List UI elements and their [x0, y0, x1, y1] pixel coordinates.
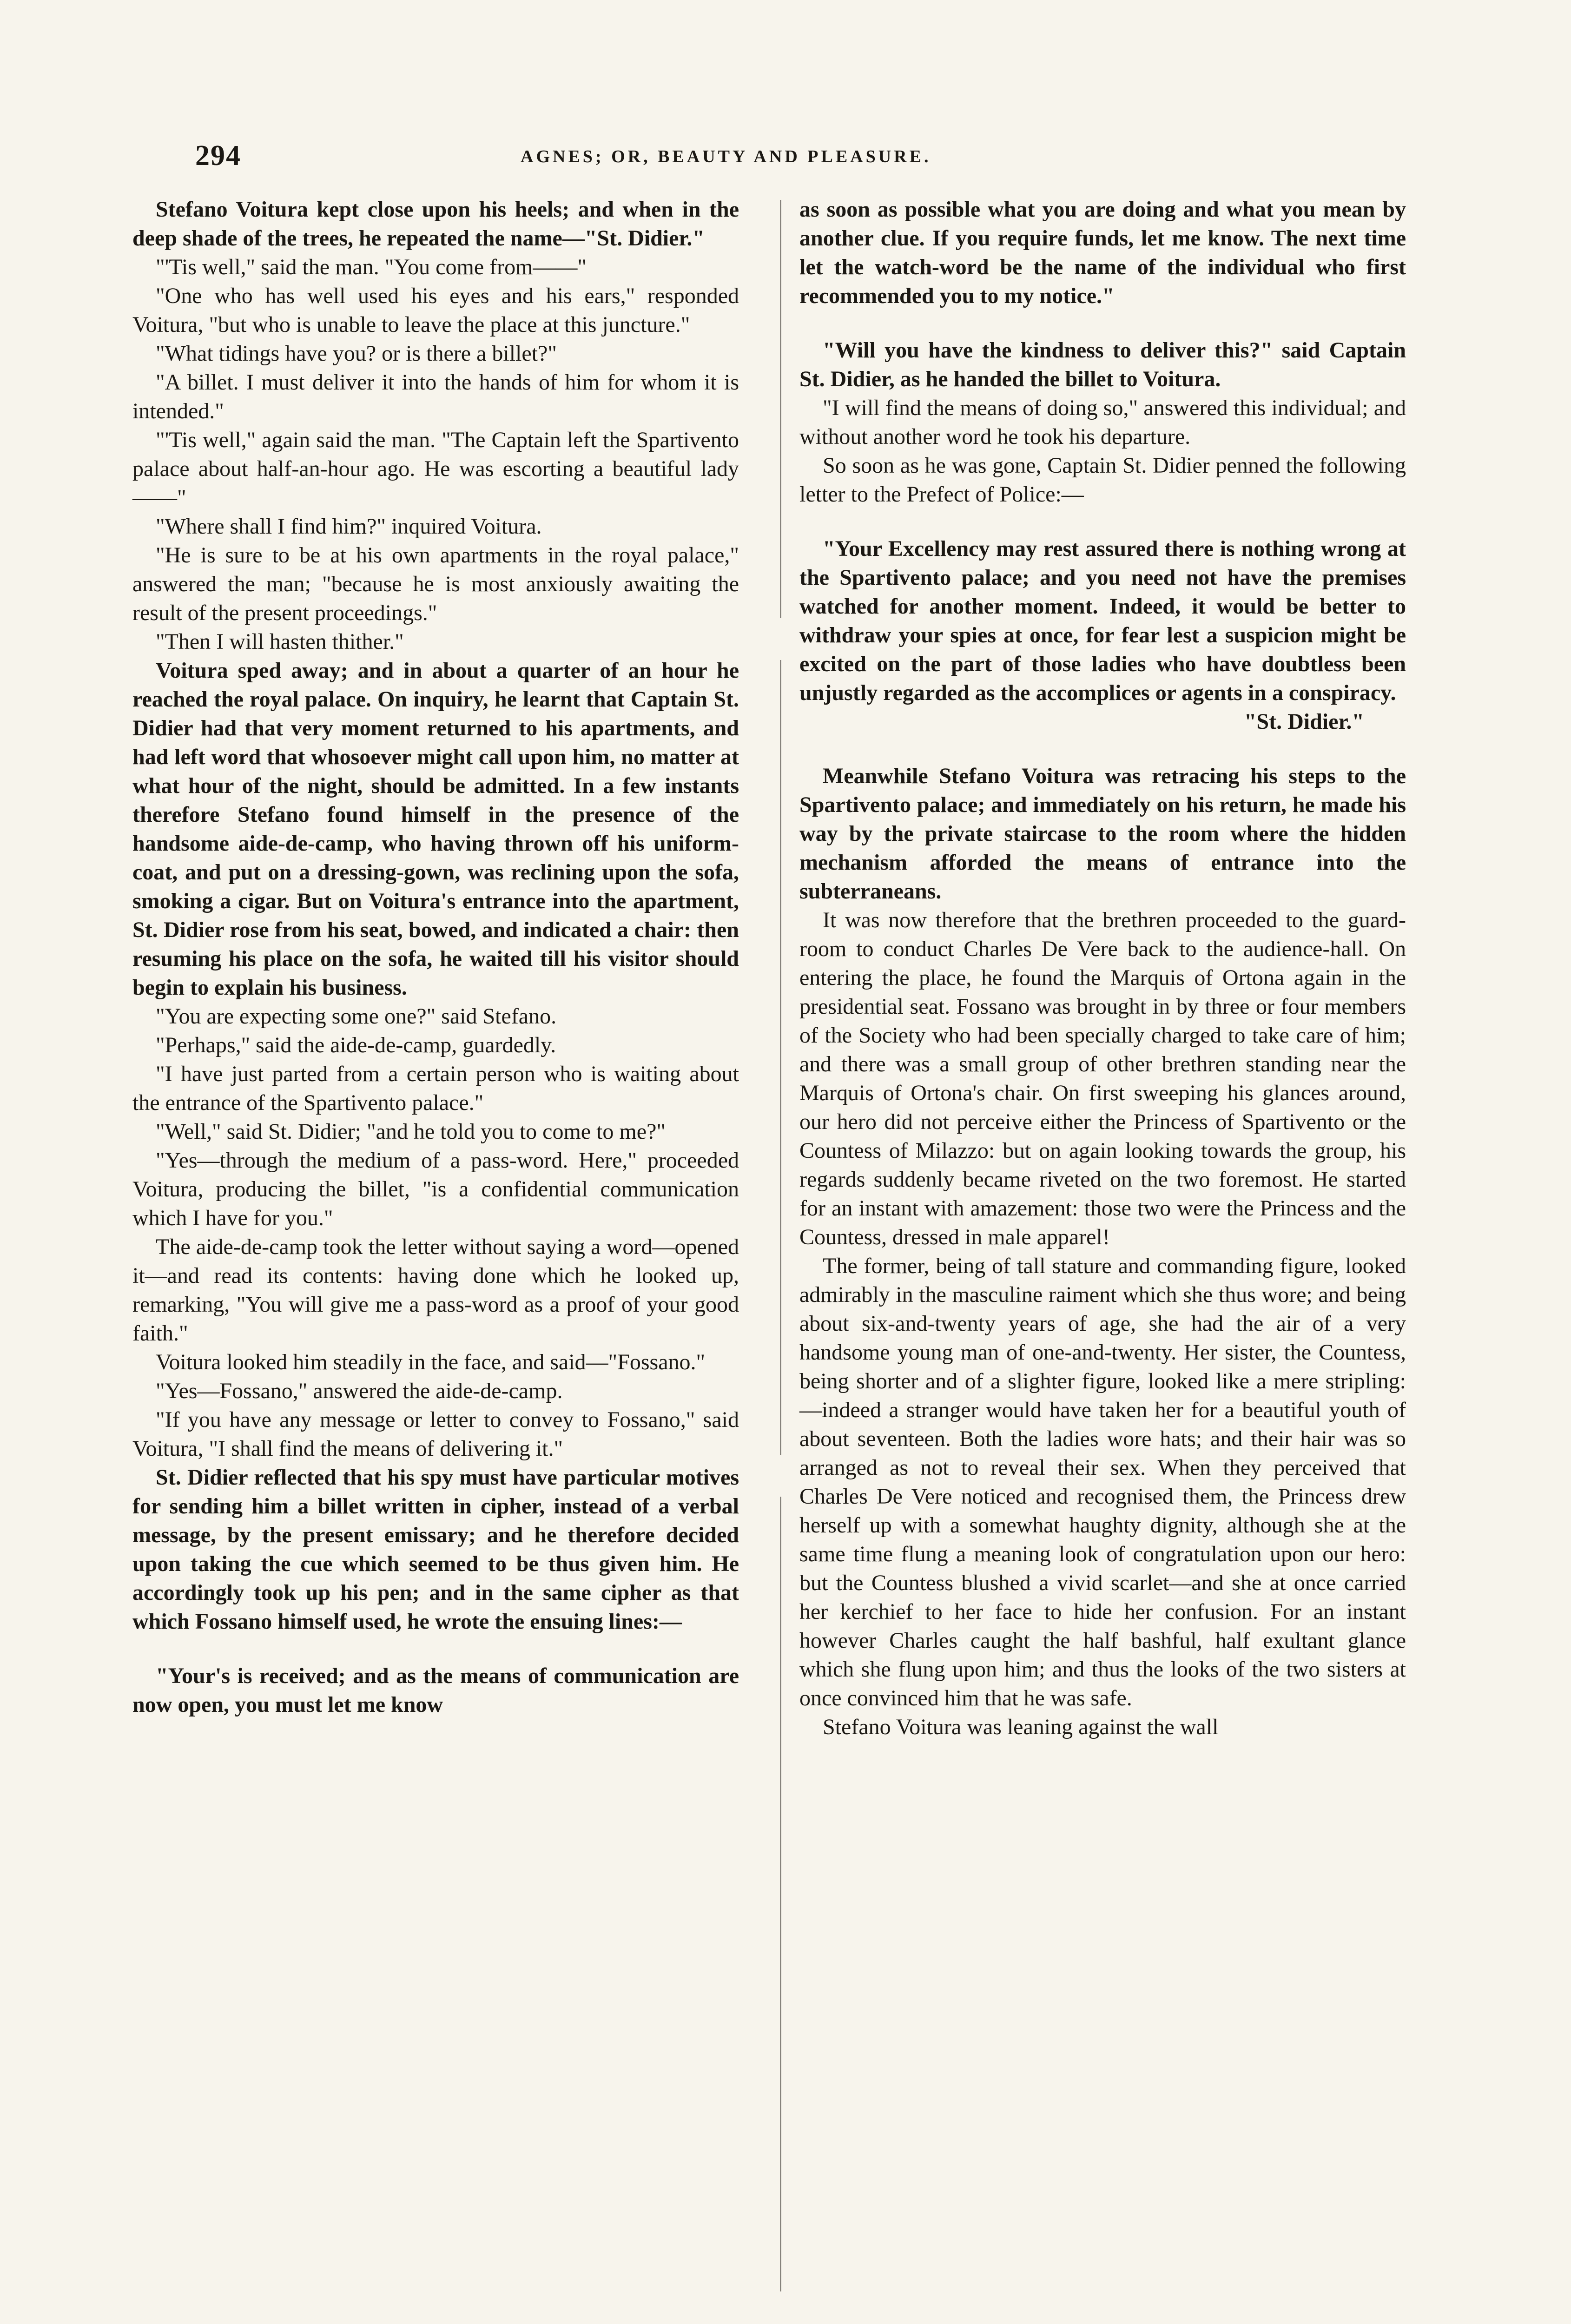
paragraph: "Yes—through the medium of a pass-word. Here," proceeded Voitura, producing the billet, "is a confidential communication which I have for you."	[132, 1148, 739, 1230]
paragraph: Voitura looked him steadily in the face, and said—"Fossano."	[156, 1350, 706, 1374]
paragraph: The former, being of tall stature and commanding figure, looked admirably in the masculine raiment which she thus wore; and being about six-and-twenty years of age, she had the air of a very handsome young man of one-and-twenty. Her sister, the Countess, being shorter and of a slighter figure, looked like a mere stripling:—indeed a stranger would have taken her for a beautiful youth of about seventeen. Both the ladies wore hats; and their hair was so arranged as not to reveal their sex. When they perceived that Charles De Vere noticed and recognised them, the Princess drew herself up with a somewhat haughty dignity, although she at the same time flung a meaning look of congratulation upon our hero: but the Countess blushed a vivid scarlet—and she at once carried her kerchief to her face to hide her confusion. For an instant however Charles caught the half bashful, half exultant glance which she flung upon him; and thus the looks of the two sisters at once convinced him that he was safe.	[799, 1254, 1406, 1710]
paragraph: "Then I will hasten thither."	[156, 629, 404, 654]
paragraph: "I have just parted from a certain person who is waiting about the entrance of the Spartivento palace."	[132, 1062, 739, 1115]
paragraph: "Your Excellency may rest assured there is nothing wrong at the Spartivento palace; and you need not have the premises watched for another moment. Indeed, it would be better to withdraw your spies at once, for fear lest a suspicion might be excited on the part of those ladies who have doubtless been unjustly regarded as the accomplices or agents in a conspiracy.	[799, 536, 1406, 705]
paragraph: "'Tis well," again said the man. "The Captain left the Spartivento palace about half-an-hour ago. He was escorting a beautiful lady——"	[132, 428, 739, 510]
paragraph: It was now therefore that the brethren proceeded to the guard-room to conduct Charles De Vere back to the audience-hall. On entering the place, he found the Marquis of Ortona again in the presidential seat. Fossano was brought in by three or four members of the Society who had been specially charged to take care of him; and there was a small group of other brethren standing near the Marquis of Ortona's chair. On first sweeping his glances around, our hero did not perceive either the Princess of Spartivento or the Countess of Milazzo: but on again looking towards the group, his regards suddenly became riveted on the two foremost. He started for an instant with amazement: those two were the Princess and the Countess, dressed in male apparel!	[799, 908, 1406, 1249]
paragraph: Stefano Voitura kept close upon his heels; and when in the deep shade of the trees, he repeated the name—"St. Didier."	[132, 197, 739, 251]
paragraph: "Where shall I find him?" inquired Voitura.	[156, 514, 542, 539]
page-number: 294	[195, 140, 241, 172]
paragraph: "'Tis well," said the man. "You come from——"	[156, 255, 587, 279]
running-title: AGNES; OR, BEAUTY AND PLEASURE.	[521, 147, 931, 166]
paragraph: Voitura sped away; and in about a quarter of an hour he reached the royal palace. On inquiry, he learnt that Captain St. Didier had that very moment returned to his apartments, and had left word that whosoever might call upon him, no matter at what hour of the night, should be admitted. In a few instants therefore Stefano found himself in the presence of the handsome aide-de-camp, who having thrown off his uniform-coat, and put on a dressing-gown, was reclining upon the sofa, smoking a cigar. But on Voitura's entrance into the apartment, St. Didier rose from his seat, bowed, and indicated a chair: then resuming his place on the sofa, he waited till his visitor should begin to explain his business.	[132, 658, 739, 1000]
paragraph: as soon as possible what you are doing and what you mean by another clue. If you require funds, let me know. The next time let the watch-word be the name of the individual who first recommended you to my notice."	[799, 197, 1406, 308]
paragraph: "Your's is received; and as the means of communication are now open, you must let me know	[132, 1664, 739, 1717]
paragraph: So soon as he was gone, Captain St. Didier penned the following letter to the Prefect of Police:—	[799, 453, 1406, 507]
paragraph: The aide-de-camp took the letter without saying a word—opened it—and read its contents: having done which he looked up, remarking, "You will give me a pass-word as a proof of your good faith."	[132, 1235, 739, 1346]
paragraph: "You are expecting some one?" said Stefano.	[156, 1004, 557, 1029]
paragraph: "Will you have the kindness to deliver this?" said Captain St. Didier, as he handed the billet to Voitura.	[799, 338, 1406, 391]
column-divider	[780, 200, 781, 2291]
signature-line: "St. Didier."	[1244, 709, 1364, 734]
right-column	[799, 195, 1406, 1742]
left-column	[132, 195, 739, 1719]
paragraph: "Yes—Fossano," answered the aide-de-camp.	[156, 1379, 563, 1403]
paragraph: "What tidings have you? or is there a billet?"	[156, 341, 557, 366]
paragraph: "One who has well used his eyes and his ears," responded Voitura, "but who is unable to leave the place at this juncture."	[132, 284, 739, 337]
paragraph: "If you have any message or letter to convey to Fossano," said Voitura, "I shall find the means of delivering it."	[132, 1407, 739, 1461]
paragraph: Meanwhile Stefano Voitura was retracing his steps to the Spartivento palace; and immediately on his return, he made his way by the private staircase to the room where the hidden mechanism afforded the means of entrance into the subterraneans.	[799, 764, 1406, 904]
paragraph: "A billet. I must deliver it into the hands of him for whom it is intended."	[132, 370, 739, 423]
paragraph: St. Didier reflected that his spy must have particular motives for sending him a billet written in cipher, instead of a verbal message, by the present emissary; and he therefore decided upon taking the cue which seemed to be thus given him. He accordingly took up his pen; and in the same cipher as that which Fossano himself used, he wrote the ensuing lines:—	[132, 1465, 739, 1634]
paragraph: "He is sure to be at his own apartments in the royal palace," answered the man; "because he is most anxiously awaiting the result of the present proceedings."	[132, 543, 739, 625]
paragraph: "Perhaps," said the aide-de-camp, guardedly.	[156, 1033, 556, 1057]
paragraph: "Well," said St. Didier; "and he told you to come to me?"	[156, 1119, 666, 1144]
paragraph: Stefano Voitura was leaning against the wall	[823, 1715, 1219, 1739]
paragraph: "I will find the means of doing so," answered this individual; and without another word he took his departure.	[799, 396, 1406, 449]
